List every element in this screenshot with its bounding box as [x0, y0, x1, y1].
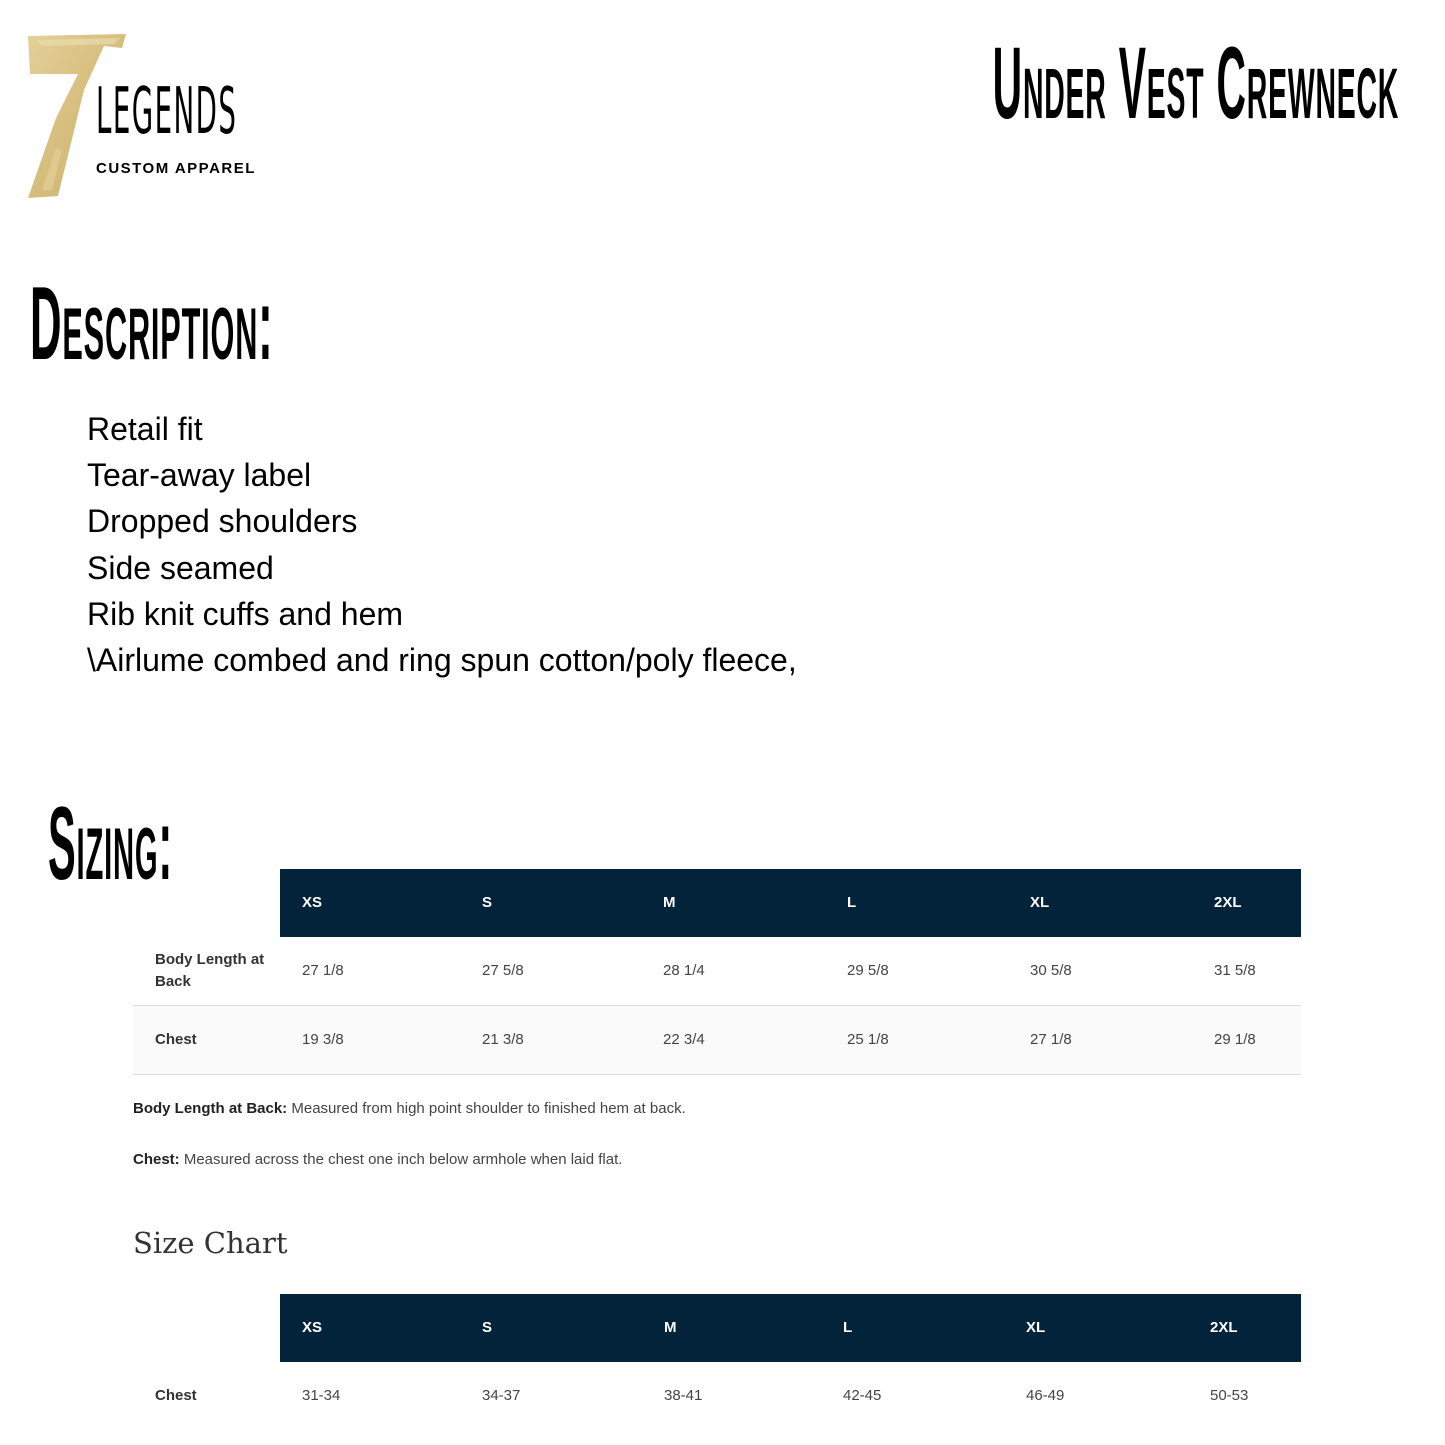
size-header: L — [847, 894, 857, 911]
table-cell: 46-49 — [1026, 1387, 1065, 1404]
table-cell: 19 3/8 — [302, 1031, 344, 1048]
sizing-heading: Sizing: — [48, 786, 174, 902]
table-cell: 27 1/8 — [302, 962, 344, 979]
size-header: XS — [302, 894, 323, 911]
table-row — [133, 1006, 1301, 1075]
list-item: Tear-away label — [87, 457, 312, 494]
description-list — [87, 406, 797, 683]
size-chart-title: Size Chart — [133, 1226, 288, 1260]
logo-subtitle: CUSTOM APPAREL — [96, 160, 256, 177]
table-cell: 29 1/8 — [1214, 1031, 1256, 1048]
row-label: Chest — [155, 1031, 197, 1048]
size-chart-table — [133, 1294, 1301, 1431]
size-header: 2XL — [1214, 894, 1242, 911]
table-cell: 31 5/8 — [1214, 962, 1256, 979]
size-header: XS — [302, 1319, 323, 1336]
note-term: Body Length at Back: — [133, 1100, 288, 1117]
size-header: 2XL — [1210, 1319, 1238, 1336]
table-cell: 22 3/4 — [663, 1031, 705, 1048]
table-row — [133, 937, 1301, 1006]
size-header: S — [482, 1319, 493, 1336]
table-cell: 38-41 — [664, 1387, 703, 1404]
size-header: M — [664, 1319, 677, 1336]
list-item: Rib knit cuffs and hem — [87, 595, 404, 632]
logo-wordmark: LEGENDS — [96, 75, 238, 149]
note-text: Measured from high point shoulder to finished hem at back. — [287, 1100, 686, 1117]
table-cell: 25 1/8 — [847, 1031, 889, 1048]
table-cell: 27 1/8 — [1030, 1031, 1072, 1048]
list-item: \Airlume combed and ring spun cotton/poly fleece, — [87, 642, 797, 679]
garment-measurements-table — [133, 869, 1301, 1075]
row-label: Chest — [155, 1387, 197, 1404]
chest-note — [133, 1151, 622, 1168]
list-item: Side seamed — [87, 549, 274, 586]
brand-logo — [22, 30, 272, 200]
row-label: Body Length at Back — [155, 951, 265, 990]
size-header: XL — [1026, 1319, 1046, 1336]
table-header — [280, 869, 1301, 937]
size-header: L — [843, 1319, 853, 1336]
size-header: XL — [1030, 894, 1050, 911]
table-cell: 42-45 — [843, 1387, 882, 1404]
note-term: Chest: — [133, 1151, 180, 1168]
note-text: Measured across the chest one inch below armhole when laid flat. — [179, 1151, 623, 1168]
table-cell: 30 5/8 — [1030, 962, 1072, 979]
table-cell: 28 1/4 — [663, 962, 705, 979]
size-header: S — [482, 894, 493, 911]
body-length-note — [133, 1100, 686, 1117]
table-cell: 34-37 — [482, 1387, 521, 1404]
table-cell: 29 5/8 — [847, 962, 889, 979]
table-cell: 31-34 — [302, 1387, 341, 1404]
table-cell: 21 3/8 — [482, 1031, 524, 1048]
page-title: Under Vest Crewneck — [992, 26, 1399, 140]
list-item: Dropped shoulders — [87, 503, 358, 540]
size-header: M — [663, 894, 676, 911]
description-heading: Description: — [30, 266, 274, 382]
table-cell: 50-53 — [1210, 1387, 1249, 1404]
table-row — [133, 1362, 1301, 1430]
list-item: Retail fit — [87, 411, 203, 447]
table-header — [280, 1294, 1301, 1362]
table-cell: 27 5/8 — [482, 962, 524, 979]
